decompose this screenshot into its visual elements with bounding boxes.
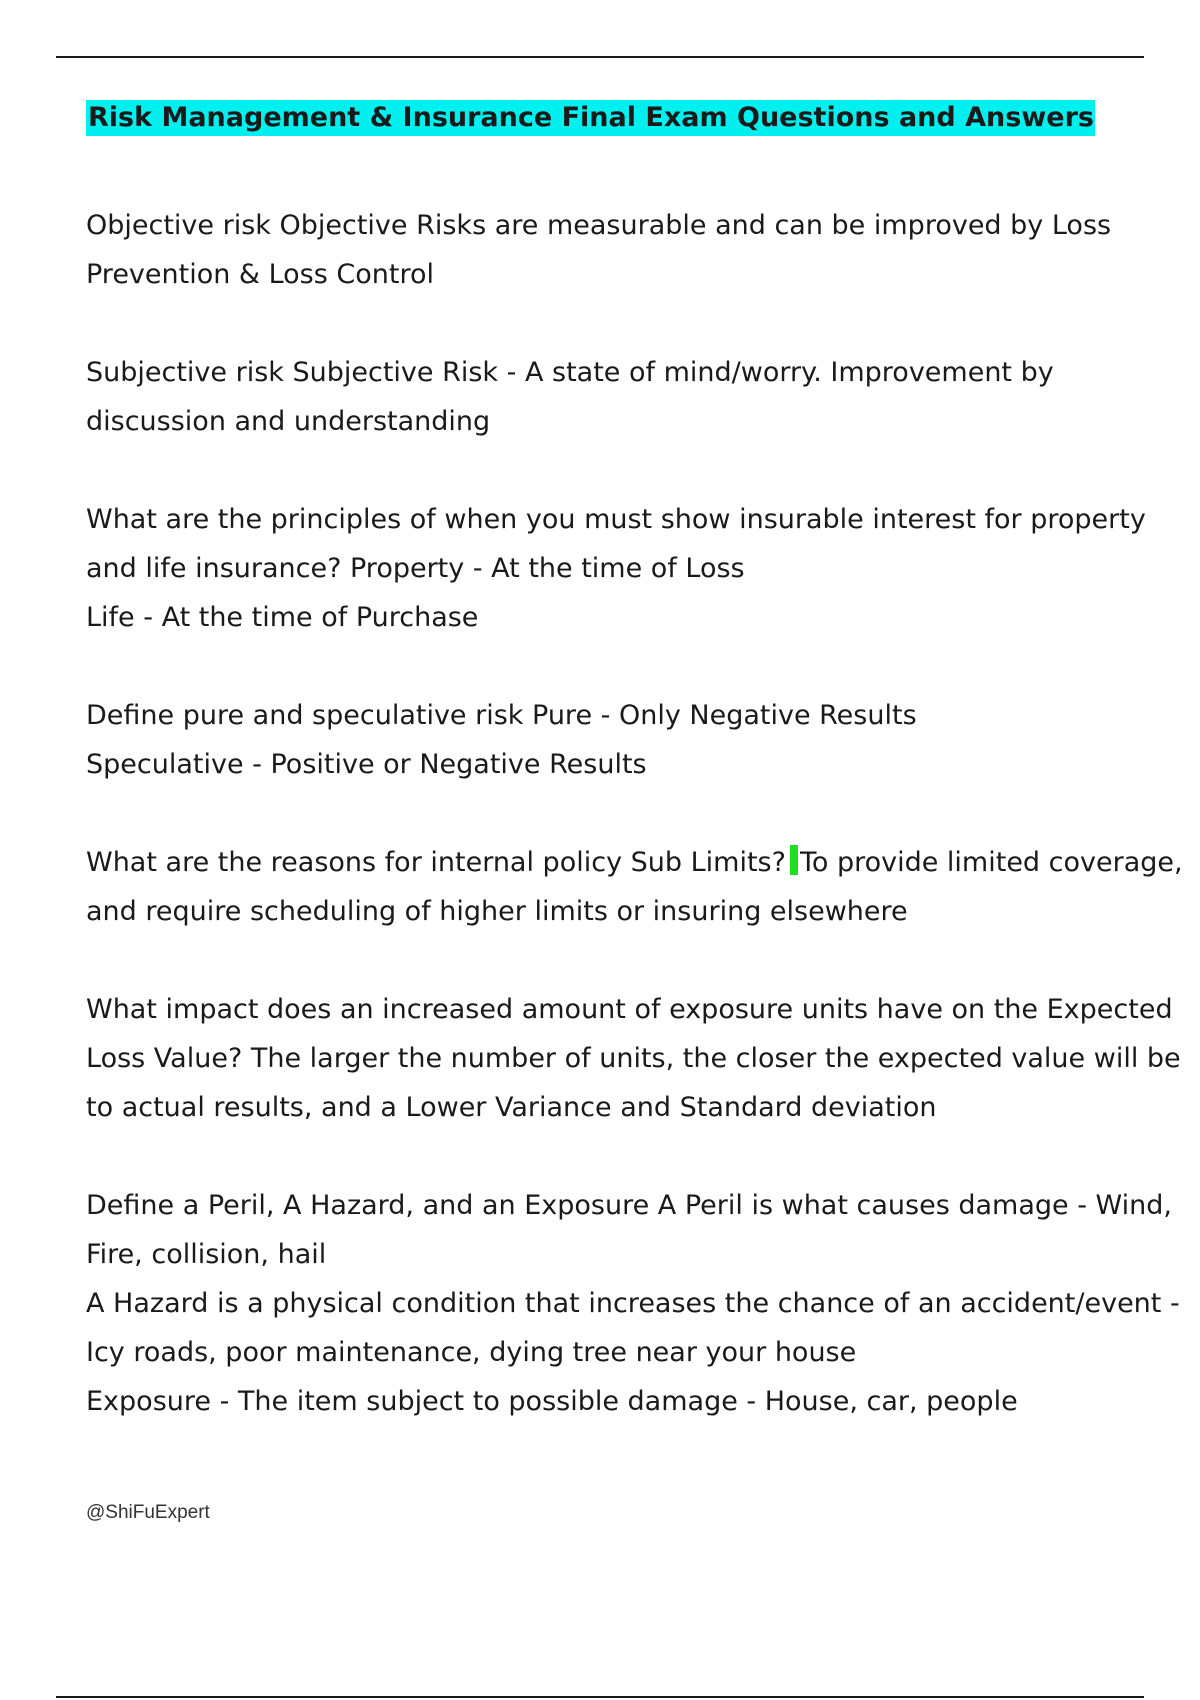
- qa-list: [86, 201, 1186, 1426]
- top-rule: [56, 56, 1144, 58]
- footer-watermark: @ShiFuExpert: [86, 1502, 210, 1523]
- qa-item-subjective-risk: Subjective risk Subjective Risk - A state of mind/worry. Improvement by discussion and understanding: [86, 357, 1054, 437]
- qa-item-sub-limits: [86, 838, 1186, 936]
- text-cursor-highlight: [790, 845, 798, 875]
- document-body: [86, 100, 1186, 1475]
- qa-answer: To provide limited coverage, and require scheduling of higher limits or insuring elsewhere: [86, 847, 1183, 927]
- qa-item-insurable-interest: What are the principles of when you must show insurable interest for property and life insurance? Property - At the time of Loss Life - At the time of Purchase: [86, 504, 1146, 633]
- qa-item-exposure-units: What impact does an increased amount of exposure units have on the Expected Loss Value? The larger the number of units, the closer the expected value will be to actual results, and a Lower Variance and Standard deviation: [86, 994, 1181, 1123]
- qa-item-objective-risk: Objective risk Objective Risks are measurable and can be improved by Loss Prevention & Loss Control: [86, 210, 1112, 290]
- qa-question: What are the reasons for internal policy Sub Limits?: [86, 847, 786, 878]
- qa-item-peril-hazard-exposure: Define a Peril, A Hazard, and an Exposure A Peril is what causes damage - Wind, Fire, collision, hail A Hazard is a physical condition that increases the chance of an accident/event - Icy roads, poor maintenance, dying tree near your house Exposure - The item subject to possible damage - House, car, people: [86, 1190, 1180, 1417]
- bottom-rule: [56, 1696, 1144, 1698]
- document-title: Risk Management & Insurance Final Exam Questions and Answers: [86, 100, 1095, 136]
- qa-item-pure-speculative-risk: Define pure and speculative risk Pure - Only Negative Results Speculative - Positive or Negative Results: [86, 700, 917, 780]
